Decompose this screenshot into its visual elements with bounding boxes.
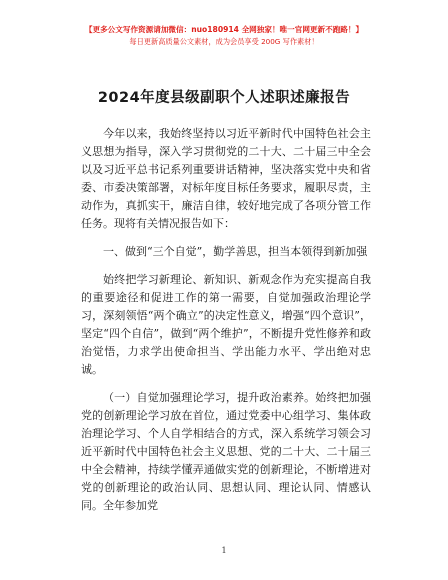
page-number: 1 — [221, 546, 227, 555]
intro-paragraph: 今年以来，我始终坚持以习近平新时代中国特色社会主义思想为指导，深入学习贯彻党的二十大、二十届三中全会以及习近平总书记系列重要讲话精神，坚决落实党中央和省委、市委决策部署，对标年度目标任务要求，履职尽责，主动作为，真抓实干，廉洁自律，较好地完成了各项分管工作任务。现将有关情况报告如下： — [81, 127, 371, 230]
section-heading: 一、做到“三个自觉”，勤学善思，担当本领得到新加强 — [103, 245, 368, 258]
document-body — [81, 125, 371, 515]
promo-banner — [0, 24, 448, 48]
promo-banner-line2: 每日更新高质量公文素材，成为会员享受 200G 写作素材！ — [129, 37, 319, 46]
body-paragraph: （一）自觉加强理论学习，提升政治素养。始终把加强党的创新理论学习放在首位，通过党委中心组学习、集体政治理论学习、个人自学相结合的方式，深入系统学习领会习近平新时代中国特色社会主义思想、党的二十大、二十届三中全会精神，持续学懂弄通做实党的创新理论，不断增进对党的创新理论的政治认同、思想认同、理论认同、情感认同。全年参加党 — [81, 391, 371, 512]
promo-banner-line1: 【更多公文写作资源请加微信：nuo180914 全网独家！唯一官网更新不跑路！】 — [84, 25, 364, 34]
body-paragraph: 始终把学习新理论、新知识、新观念作为充实提高自我的重要途径和促进工作的第一需要，自觉加强政治理论学习，深刻领悟“两个确立”的决定性意义，增强“四个意识”，坚定“四个自信”，做到“两个维护”，不断提升党性修养和政治觉悟，力求学出使命担当、学出能力水平、学出绝对忠诚。 — [81, 273, 371, 376]
document-title: 2024年度县级副职个人述职述廉报告 — [97, 90, 351, 106]
